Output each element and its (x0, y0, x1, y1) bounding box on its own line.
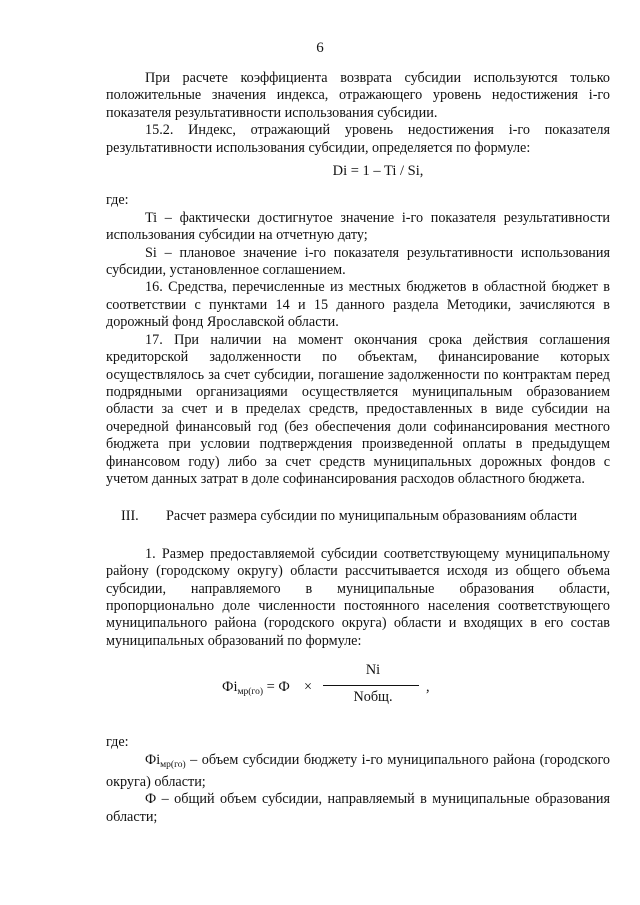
section-heading (106, 508, 610, 525)
formula-lhs: $Фi_{мр(го)} = Ф$ (222, 679, 290, 698)
formula-times: × (304, 679, 313, 696)
where-label: где: (106, 192, 129, 209)
where-label-2: где: (106, 734, 129, 751)
definition-phi: Ф – общий объем субсидии, направляемый в муниципальные образования области; (106, 791, 610, 825)
formula-numerator: Ni (365, 662, 381, 679)
paragraph-index-note: При расчете коэффициента возврата субсидии используются только положительные значения индекса, отражающего уровень недостижения i-го показателя результативности использования субсидии. (106, 70, 610, 121)
fraction-bar (323, 685, 419, 686)
formula-di: Di = 1 – Ti / Si, (332, 163, 424, 180)
definition-phi-i: $Фi_{мр(го)}$ – объем субсидии бюджету i-го муниципального района (городского округа) области; (106, 751, 610, 790)
formula-denominator: Nобщ. (353, 689, 393, 706)
section-title: Расчет размера субсидии по муниципальным образованиям области (166, 508, 578, 525)
paragraph-16: 16. Средства, перечисленные из местных бюджетов в областной бюджет в соответствии с пунктами 14 и 15 данного раздела Методики, зачисляются в дорожный фонд Ярославской области. (106, 279, 610, 331)
page-number: 6 (316, 40, 324, 56)
section-number: III. (121, 508, 139, 525)
definition-ti: Ti – фактически достигнутое значение i-го показателя результативности использования субсидии на отчетную дату; (106, 209, 610, 244)
formula-phi (106, 662, 610, 720)
document-body (106, 70, 610, 826)
paragraph-15-2: 15.2. Индекс, отражающий уровень недостижения i-го показателя результативности использования субсидии, определяется по формуле: (106, 122, 610, 156)
paragraph-1: 1. Размер предоставляемой субсидии соответствующему муниципальному району (городскому округу) области рассчитывается исходя из общего объема субсидии, направляемого в муниципальные образования области, пропорционально доле численности постоянного населения соответствующего муниципального района (городского округа) области и входящих в его состав муниципальных образований по формуле: (106, 545, 610, 649)
paragraph-17: 17. При наличии на момент окончания срока действия соглашения кредиторской задолженности по объектам, финансирование которых осуществлялось за счет субсидии, погашение задолженности по контрактам перед подрядными организациями осуществляется муниципальным образованием области за счет и в пределах средств, предоставленных в виде субсидии на очередной финансовый год (без обеспечения доли софинансирования местного бюджета при условии подтверждения произведенной оплаты в предыдущем финансовом году) либо за счет средств муниципальных дорожных фондов с учетом данных затрат в доле софинансирования расходов областного бюджета. (106, 331, 610, 487)
definition-si: Si – плановое значение i-го показателя результативности использования субсидии, установленное соглашением. (106, 244, 610, 279)
formula-comma: , (426, 679, 430, 696)
